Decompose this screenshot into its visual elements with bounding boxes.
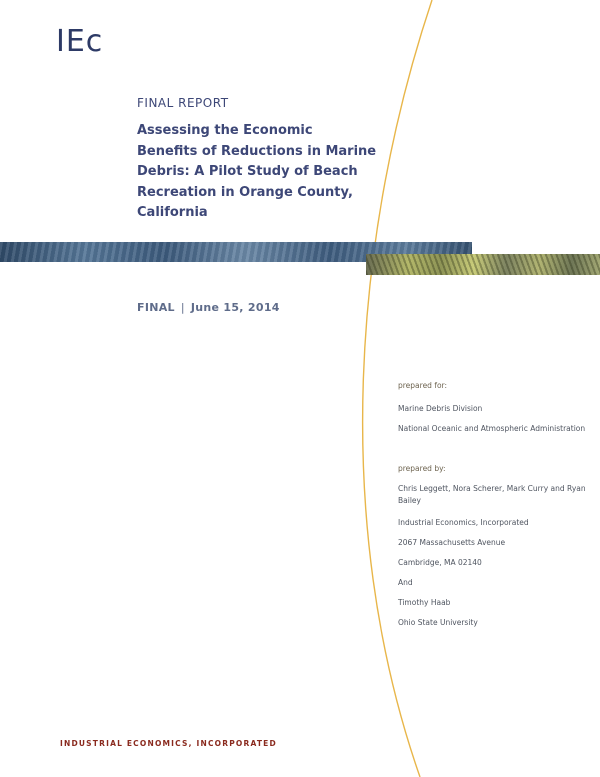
status-date-line [137, 301, 280, 314]
prepared-by-line: Cambridge, MA 02140 [398, 558, 482, 567]
prepared-for-line: National Oceanic and Atmospheric Administration [398, 424, 586, 433]
prepared-by-heading: prepared by: [398, 464, 446, 473]
prepared-by-line: 2067 Massachusetts Avenue [398, 538, 506, 547]
prepared-by-line: Timothy Haab [398, 598, 451, 607]
prepared-by-authors: Chris Leggett, Nora Scherer, Mark Curry and Ryan Bailey [398, 484, 586, 505]
iec-logo: IEc [56, 24, 104, 59]
company-footer: INDUSTRIAL ECONOMICS, INCORPORATED [60, 739, 277, 748]
prepared-by-line: Ohio State University [398, 618, 478, 627]
prepared-for-heading: prepared for: [398, 381, 448, 390]
lichen-photo-band [366, 254, 600, 275]
report-date: June 15, 2014 [190, 301, 280, 314]
report-type-label: FINAL REPORT [137, 96, 229, 110]
report-title: Assessing the Economic Benefits of Reductions in Marine Debris: A Pilot Study of Beach Recreation in Orange County, California [137, 123, 377, 220]
prepared-by-line: And [398, 578, 413, 587]
status-separator: | [180, 301, 185, 314]
prepared-by-line: Industrial Economics, Incorporated [398, 518, 529, 527]
status-label: FINAL [137, 301, 175, 314]
prepared-for-line: Marine Debris Division [398, 404, 483, 413]
